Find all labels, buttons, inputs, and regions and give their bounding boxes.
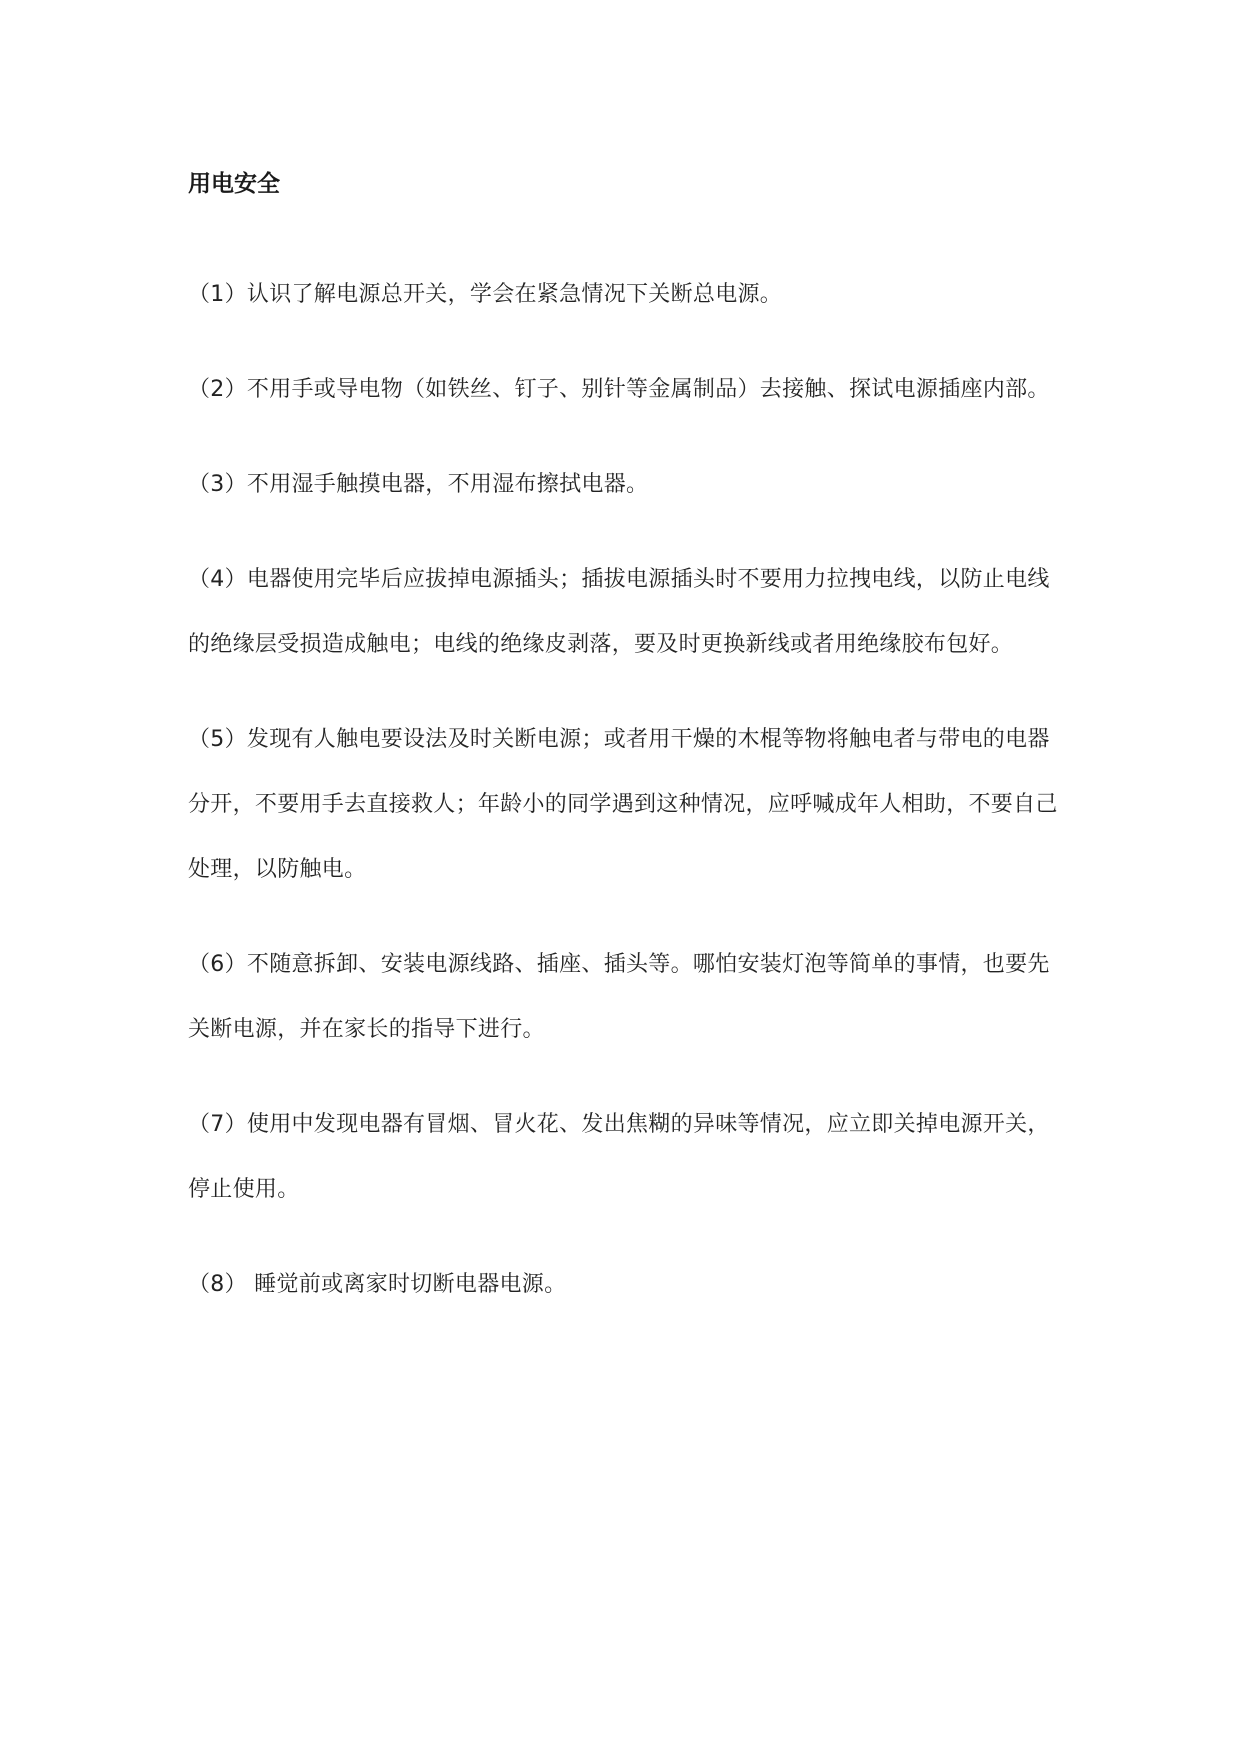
document-body <box>188 168 1066 1347</box>
document-title: 用电安全 <box>188 171 280 197</box>
list-item: （7）使用中发现电器有冒烟、冒火花、发出焦糊的异味等情况，应立即关掉电源开关，停止使用。 <box>188 1112 1050 1202</box>
list-item: （4）电器使用完毕后应拔掉电源插头；插拔电源插头时不要用力拉拽电线，以防止电线的绝缘层受损造成触电；电线的绝缘皮剥落，要及时更换新线或者用绝缘胶布包好。 <box>188 567 1050 657</box>
list-item: （5）发现有人触电要设法及时关断电源；或者用干燥的木棍等物将触电者与带电的电器分开，不要用手去直接救人；年龄小的同学遇到这种情况，应呼喊成年人相助，不要自己处理，以防触电。 <box>188 727 1058 882</box>
list-item: （2）不用手或导电物（如铁丝、钉子、别针等金属制品）去接触、探试电源插座内部。 <box>188 377 1050 402</box>
list-item: （8） 睡觉前或离家时切断电器电源。 <box>188 1272 567 1297</box>
list-item: （3）不用湿手触摸电器，不用湿布擦拭电器。 <box>188 472 649 497</box>
list-item: （1）认识了解电源总开关，学会在紧急情况下关断总电源。 <box>188 282 783 307</box>
list-item: （6）不随意拆卸、安装电源线路、插座、插头等。哪怕安装灯泡等简单的事情，也要先关断电源，并在家长的指导下进行。 <box>188 952 1050 1042</box>
